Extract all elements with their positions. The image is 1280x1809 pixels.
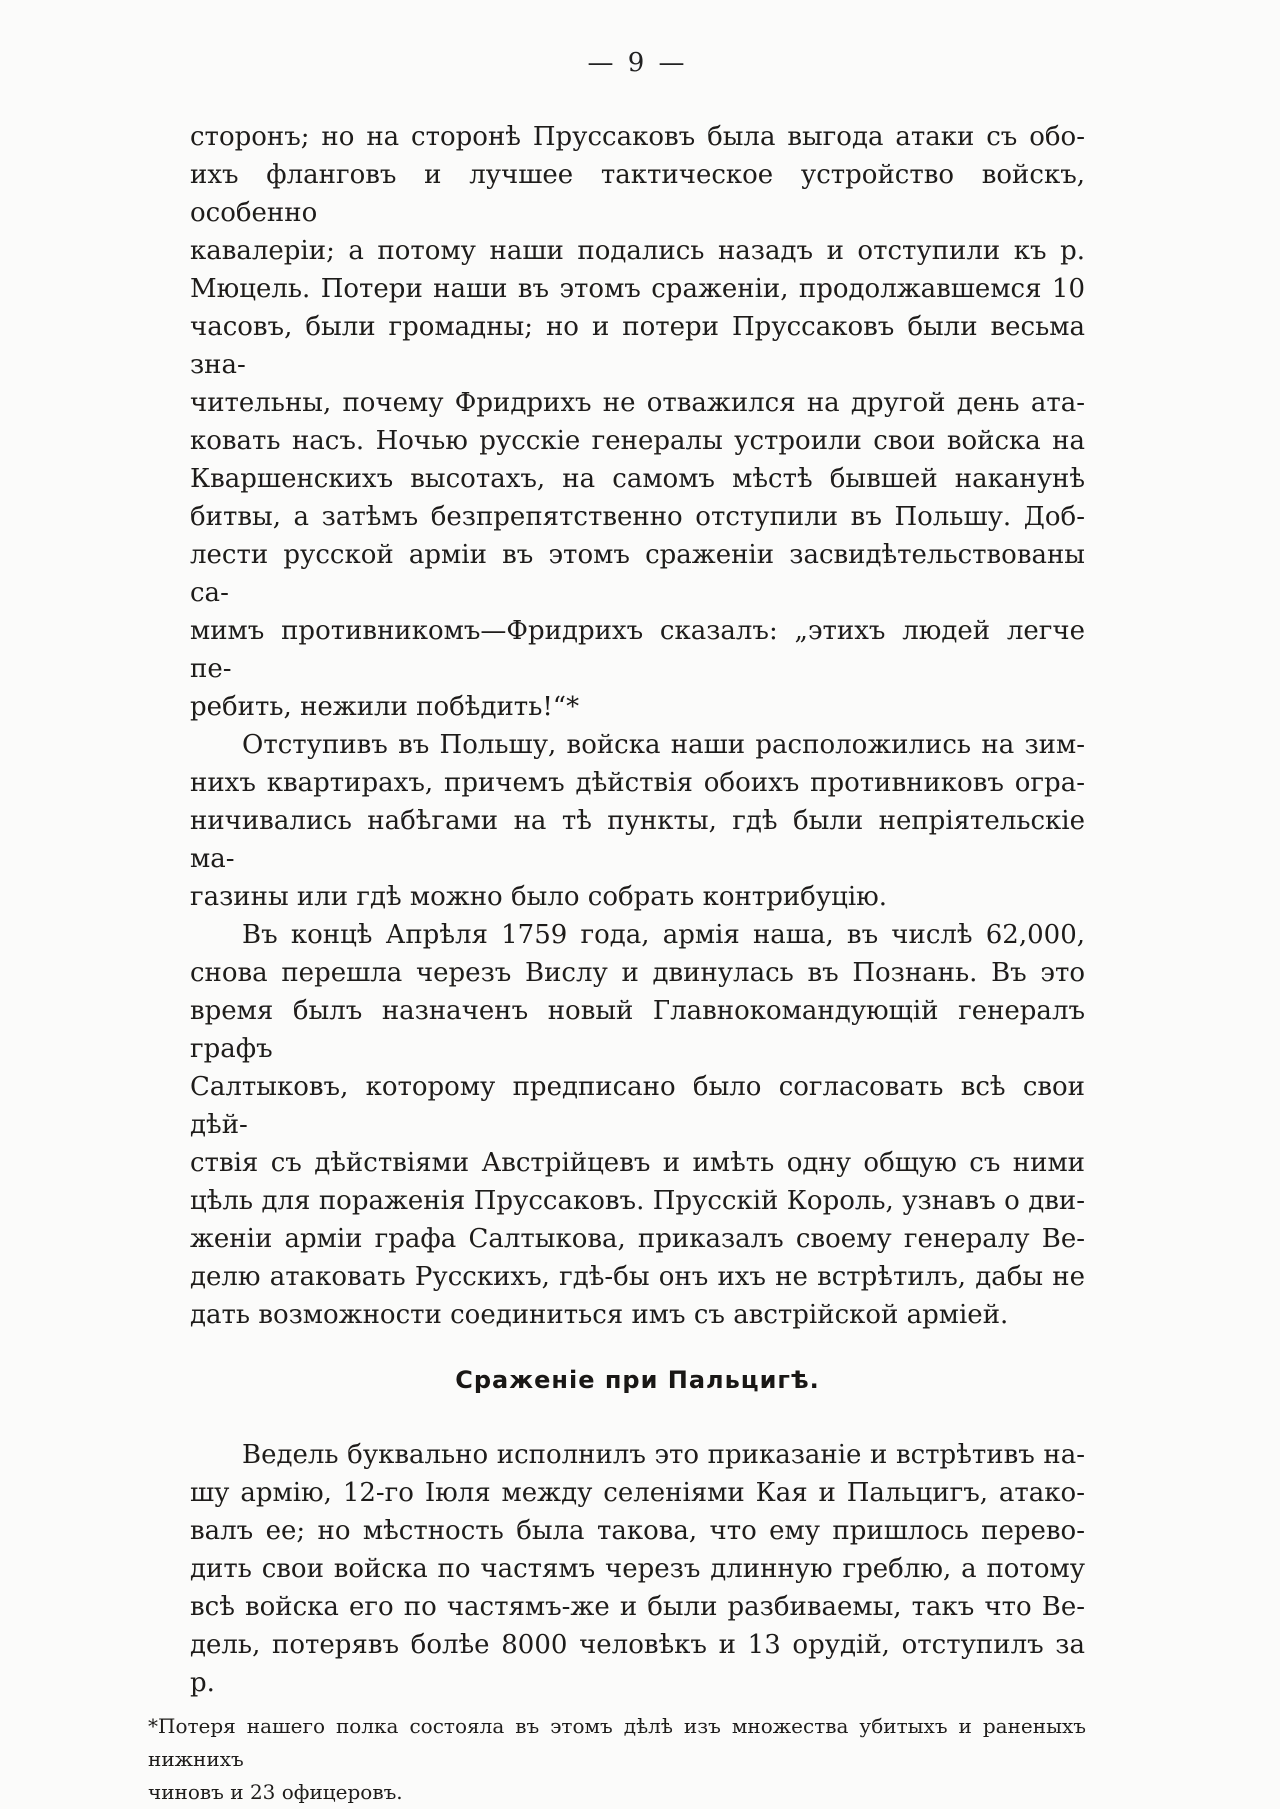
text-line: дель, потерявъ болѣе 8000 человѣкъ и 13 орудій, отступилъ за р. [190,1630,1085,1698]
text-line: делю атаковать Русскихъ, гдѣ-бы онъ ихъ не встрѣтилъ, дабы не [190,1262,1085,1292]
text-line: Въ концѣ Апрѣля 1759 года, армія наша, въ числѣ 62,000, [242,920,1085,950]
text-line: женіи арміи графа Салтыкова, приказалъ своему генералу Ве- [190,1224,1085,1254]
paragraph [190,118,1085,726]
text-line: Салтыковъ, которому предписано было согласовать всѣ свои дѣй- [190,1072,1085,1140]
text-line: ковать насъ. Ночью русскіе генералы устроили свои войска на [190,426,1085,456]
text-line: ихъ фланговъ и лучшее тактическое устройство войскъ, особенно [190,160,1085,228]
paragraph [190,1436,1085,1702]
text-line: ничивались набѣгами на тѣ пункты, гдѣ были непріятельскіе ма- [190,806,1085,874]
text-line: цѣль для пораженія Пруссаковъ. Прусскій Король, узнавъ о дви- [190,1186,1085,1216]
text-line: нихъ квартирахъ, причемъ дѣйствія обоихъ противниковъ огра- [190,768,1085,798]
section-heading: Сраженіе при Пальцигѣ. [455,1366,820,1394]
text-line: Кваршенскихъ высотахъ, на самомъ мѣстѣ бывшей наканунѣ [190,464,1085,494]
footnote [148,1710,1086,1809]
page-content [148,118,1086,1809]
text-line: кавалеріи; а потому наши подались назадъ и отступили къ р. [190,236,1085,266]
text-line: битвы, а затѣмъ безпрепятственно отступили въ Польшу. Доб- [190,502,1085,532]
text-line: Мюцель. Потери наши въ этомъ сраженіи, продолжавшемся 10 [190,274,1085,304]
paragraph [190,916,1085,1334]
text-line: шу армію, 12-го Іюля между селеніями Кая и Пальцигъ, атако- [190,1478,1085,1508]
text-line: лести русской арміи въ этомъ сраженіи засвидѣтельствованы са- [190,540,1085,608]
text-line: чительны, почему Фридрихъ не отважился на другой день ата- [190,388,1085,418]
text-line: время былъ назначенъ новый Главнокомандующій генералъ графъ [190,996,1085,1064]
text-line: валъ ее; но мѣстность была такова, что ему пришлось перево- [190,1516,1085,1546]
text-line: снова перешла черезъ Вислу и двинулась въ Познань. Въ это [190,958,1085,988]
page-number: — 9 — [587,48,688,78]
text-line: газины или гдѣ можно было собрать контрибуцію. [190,882,888,912]
footnote-line: *Потеря нашего полка состояла въ этомъ дѣлѣ изъ множества убитыхъ и раненыхъ нижнихъ [148,1714,1086,1771]
text-line: Ведель буквально исполнилъ это приказаніе и встрѣтивъ на- [242,1440,1085,1470]
footnote-line: чиновъ и 23 офицеровъ. [148,1780,403,1804]
text-line: Отступивъ въ Польшу, войска наши расположились на зим- [242,730,1085,760]
text-line: ствія съ дѣйствіями Австрійцевъ и имѣть одну общую съ ними [190,1148,1085,1178]
text-line: дать возможности соединиться имъ съ австрійской арміей. [190,1300,1009,1330]
paragraph [190,726,1085,916]
text-line: дить свои войска по частямъ черезъ длинную греблю, а потому [190,1554,1085,1584]
text-line: часовъ, были громадны; но и потери Пруссаковъ были весьма зна- [190,312,1085,380]
text-line: ребить, нежили побѣдить!“* [190,692,580,722]
text-line: мимъ противникомъ—Фридрихъ сказалъ: „этихъ людей легче пе- [190,616,1085,684]
text-line: всѣ войска его по частямъ-же и были разбиваемы, такъ что Ве- [190,1592,1085,1622]
text-line: сторонъ; но на сторонѣ Пруссаковъ была выгода атаки съ обо- [190,122,1085,152]
